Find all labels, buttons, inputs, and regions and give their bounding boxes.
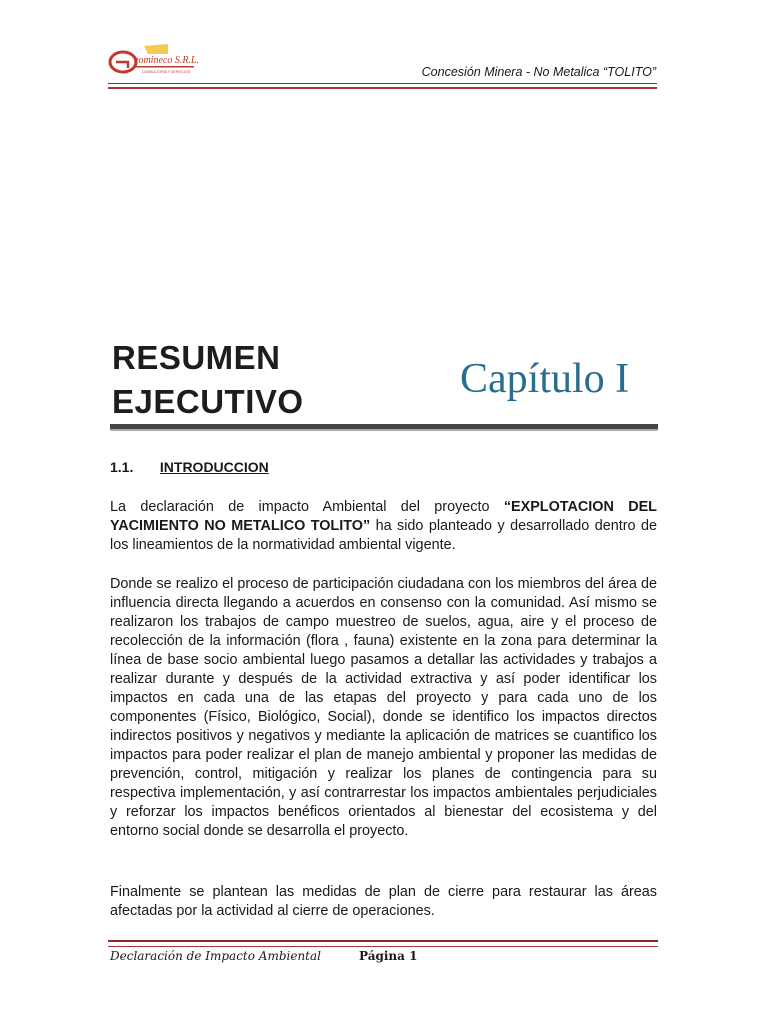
paragraph-process: Donde se realizo el proceso de participación ciudadana con los miembros del área de influencia directa llegando a acuerdos en consenso con la comunidad. Así mismo se realizaron los trabajos de campo muestreo de suelos, agua, aire y el proceso de recolección de la información (flora , fauna) existente en la zona para determinar la línea de base socio ambiental luego pasamos a detallar las actividades y trabajos a realizar durante y después de la actividad extractiva y así poder identificar los impactos en cada una de las etapas del proyecto y para cada uno de los componentes (Físico, Biológico, Social), donde se identifico los impactos directos indirectos positivos y negativos y mediante la aplicación de matrices se cuantifico los impactos para poder realizar el plan de manejo ambiental y proponer las medidas de prevención, control, mitigación y realizar los planes de contingencia para su respectiva implementación, y así contrarrestar los impactos ambientales perjudiciales y reforzar los impactos benéficos orientados al bienestar del ecosistema y del entorno social donde se desarrolla el proyecto.	[110, 576, 657, 839]
footer-document-name: Declaración de Impacto Ambiental	[110, 949, 321, 963]
summary-title-line1: RESUMEN	[112, 339, 281, 376]
footer-rule	[108, 940, 658, 947]
section-heading	[110, 459, 269, 475]
paragraph-closure: Finalmente se plantean las medidas de plan de cierre para restaurar las áreas afectadas por la actividad al cierre de operaciones.	[110, 884, 657, 919]
svg-text:eomineco S.R.L.: eomineco S.R.L.	[134, 55, 199, 66]
section-label: INTRODUCCION	[159, 459, 269, 475]
header-rule	[108, 83, 657, 89]
paragraph-intro-start: La declaración de impacto Ambiental del proyecto	[110, 499, 504, 515]
svg-text:CONSULTORIA Y SERVICIOS: CONSULTORIA Y SERVICIOS	[142, 70, 190, 74]
footer-page-number: Página 1	[359, 949, 418, 963]
summary-title	[112, 336, 304, 424]
paragraph-intro	[110, 498, 657, 555]
paragraph-intro-end: ha sido planteado y desarrollado dentro de los lineamientos de la normatividad ambiental vigente.	[110, 518, 657, 553]
company-logo	[108, 44, 200, 78]
title-rule	[110, 424, 658, 431]
header-title: Concesión Minera - No Metalica “TOLITO”	[421, 65, 656, 79]
chapter-title: Capítulo I	[460, 356, 630, 402]
project-name: “EXPLOTACION DEL YACIMIENTO NO METALICO TOLITO”	[110, 499, 657, 534]
summary-title-line2: EJECUTIVO	[112, 383, 304, 420]
section-number: 1.1.	[110, 459, 134, 475]
